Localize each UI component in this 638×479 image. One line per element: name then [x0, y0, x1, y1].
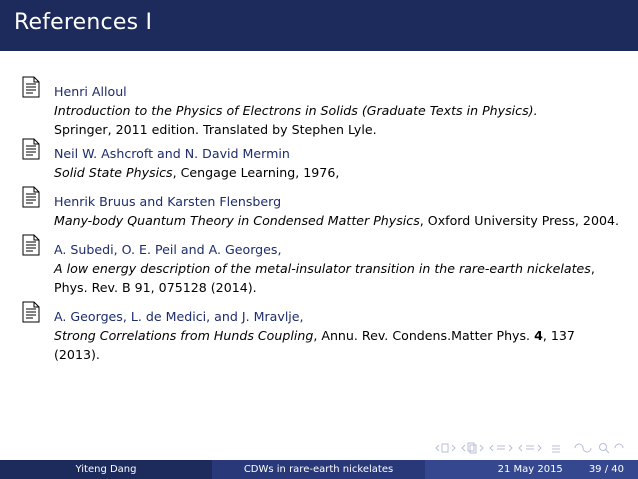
reference-item — [22, 240, 622, 297]
reference-list — [22, 82, 622, 364]
footer-page-number: 39 / 40 — [588, 464, 624, 475]
slide-title: References I — [14, 10, 153, 35]
reference-title: Strong Correlations from Hunds Coupling — [54, 328, 314, 343]
footer-short-title: CDWs in rare-earth nickelates — [212, 460, 425, 479]
beamer-navigation-icon[interactable] — [435, 441, 625, 455]
reference-item — [22, 144, 622, 182]
article-icon — [22, 186, 40, 208]
reference-details: , Cengage Learning, 1976, — [172, 165, 340, 180]
slide-header — [0, 0, 638, 51]
reference-details-tail: , 137 (2013). — [54, 328, 575, 362]
article-icon — [22, 138, 40, 160]
reference-title: A low energy description of the metal-insulator transition in the rare-earth nickelates — [54, 261, 591, 276]
reference-details: Springer, 2011 edition. Translated by Stephen Lyle. — [54, 122, 377, 137]
footer-date: 21 May 2015 — [497, 464, 563, 475]
reference-authors: Henri Alloul — [54, 84, 127, 99]
reference-item — [22, 307, 622, 364]
article-icon — [22, 234, 40, 256]
article-icon — [22, 76, 40, 98]
reference-title: Many-body Quantum Theory in Condensed Matter Physics — [54, 213, 420, 228]
reference-title: Solid State Physics — [54, 165, 173, 180]
footer-author: Yiteng Dang — [0, 460, 212, 479]
article-icon — [22, 301, 40, 323]
reference-details: , Phys. Rev. B 91, 075128 (2014). — [54, 261, 595, 295]
reference-volume: 4 — [534, 328, 543, 343]
reference-item — [22, 82, 622, 139]
reference-details: , Annu. Rev. Condens.Matter Phys. — [313, 328, 535, 343]
reference-authors: A. Subedi, O. E. Peil and A. Georges, — [54, 242, 282, 257]
reference-title: Introduction to the Physics of Electrons in Solids (Graduate Texts in Physics). — [54, 103, 538, 118]
footer-date-page — [425, 460, 638, 479]
reference-authors: A. Georges, L. de Medici, and J. Mravlje, — [54, 309, 304, 324]
reference-authors: Neil W. Ashcroft and N. David Mermin — [54, 146, 290, 161]
reference-item — [22, 192, 622, 230]
reference-authors: Henrik Bruus and Karsten Flensberg — [54, 194, 282, 209]
slide-footer — [0, 460, 638, 479]
reference-details: , Oxford University Press, 2004. — [419, 213, 619, 228]
